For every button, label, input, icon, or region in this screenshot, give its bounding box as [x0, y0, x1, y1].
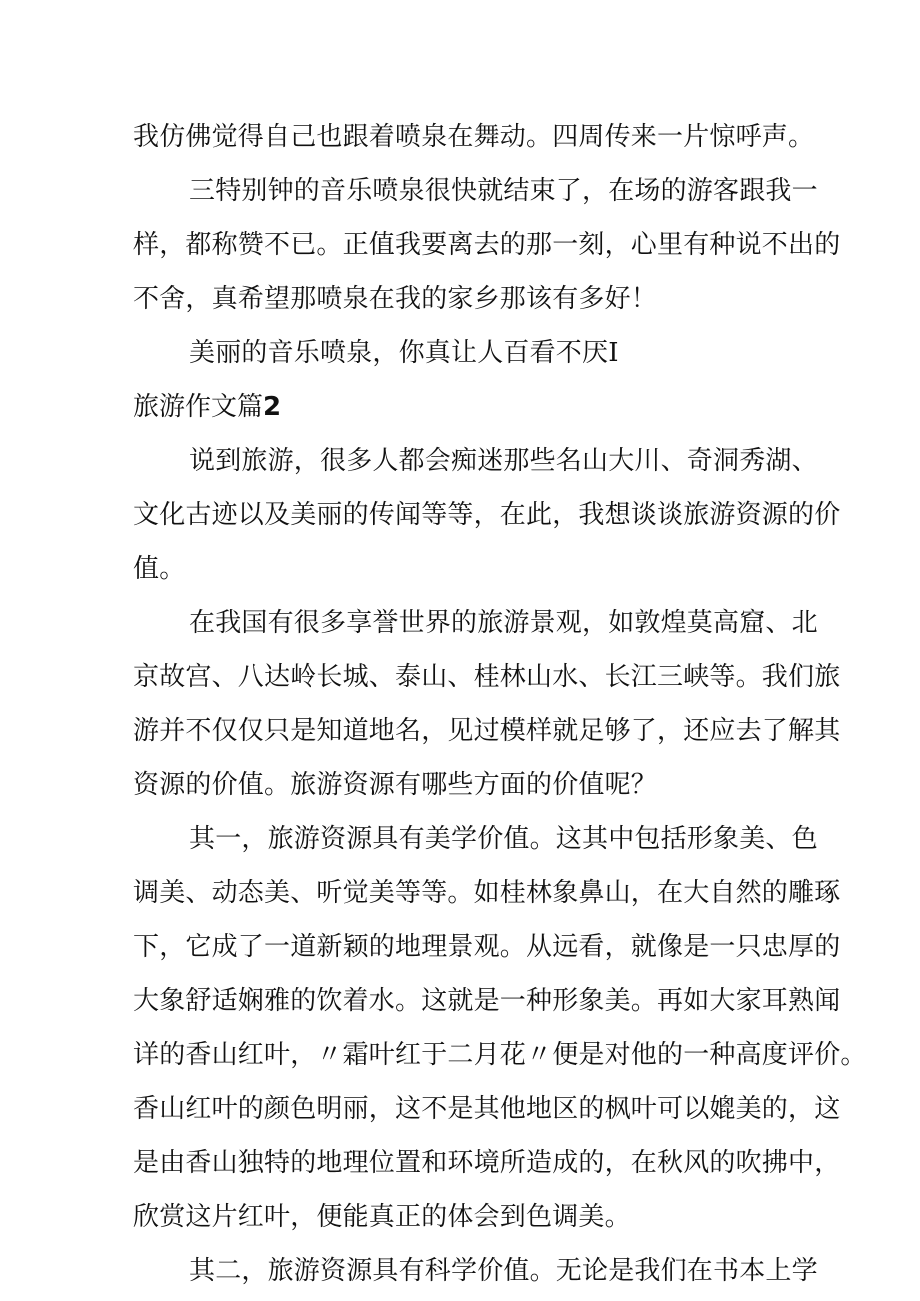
text-line-1: 我仿佛觉得自己也跟着喷泉在舞动。四周传来一片惊呼声。 [133, 122, 815, 152]
text-line-7: 说到旅游，很多人都会痴迷那些名山大川、奇洞秀湖、 [189, 446, 818, 476]
text-line-11: 京故宫、八达岭长城、泰山、桂林山水、长江三峡等。我们旅 [133, 662, 841, 692]
text-line-9: 值。 [133, 554, 186, 584]
text-line-8: 文化古迹以及美丽的传闻等等，在此，我想谈谈旅游资源的价 [133, 500, 841, 530]
section-heading [133, 380, 860, 434]
text-line-10: 在我国有很多享誉世界的旅游景观，如敦煌莫高窟、北 [189, 608, 818, 638]
text-line-13: 资源的价值。旅游资源有哪些方面的价值呢？ [133, 770, 658, 800]
section-heading-number: 2 [263, 392, 282, 422]
text-line-22: 其二，旅游资源具有科学价值。无论是我们在书本上学 [189, 1256, 818, 1286]
text-line-12: 游并不仅仅只是知道地名，见过模样就足够了，还应去了解其 [133, 716, 841, 746]
text-line-3: 样，都称赞不已。正值我要离去的那一刻，心里有种说不出的 [133, 230, 841, 260]
text-line-18: 详的香山红叶，〃霜叶红于二月花〃便是对他的一种高度评价。 [133, 1040, 867, 1070]
text-line-21: 欣赏这片红叶，便能真正的体会到色调美。 [133, 1202, 631, 1232]
text-line-19: 香山红叶的颜色明丽，这不是其他地区的枫叶可以媲美的，这 [133, 1094, 841, 1124]
text-line-4: 不舍，真希望那喷泉在我的家乡那该有多好！ [133, 284, 658, 314]
text-line-17: 大象舒适娴雅的饮着水。这就是一种形象美。再如大家耳熟闻 [133, 986, 841, 1016]
text-line-14: 其一，旅游资源具有美学价值。这其中包括形象美、色 [189, 824, 818, 854]
text-line-2: 三特别钟的音乐喷泉很快就结束了，在场的游客跟我一 [189, 176, 818, 206]
text-line-5: 美丽的音乐喷泉，你真让人百看不厌I [189, 338, 619, 368]
section-heading-text: 旅游作文篇 [133, 392, 264, 422]
text-line-15: 调美、动态美、听觉美等等。如桂林象鼻山，在大自然的雕琢 [133, 878, 841, 908]
text-line-20: 是由香山独特的地理位置和环境所造成的，在秋风的吹拂中， [133, 1148, 841, 1178]
text-line-16: 下，它成了一道新颖的地理景观。从远看，就像是一只忠厚的 [133, 932, 841, 962]
